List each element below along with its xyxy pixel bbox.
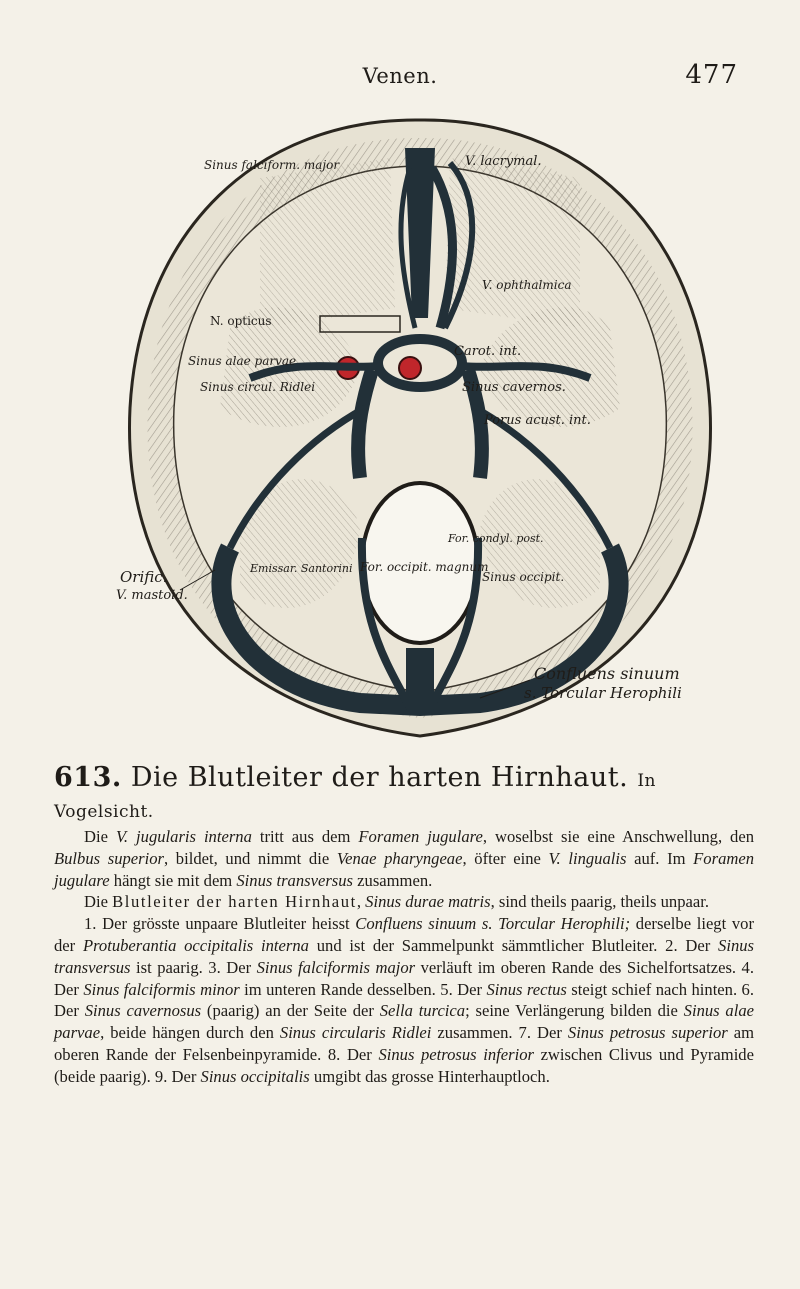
t: 1. Der grösste unpaare Blutleiter heisst <box>84 914 356 934</box>
t: umgibt das grosse Hinterhauptloch. <box>309 1066 550 1086</box>
term: Bulbus superior <box>54 848 164 868</box>
t: , woselbst sie eine Anschwellung, den <box>482 827 755 846</box>
term: Sinus rectus <box>486 979 567 999</box>
term: Sinus petrosus inferior <box>378 1044 534 1064</box>
t: am oberen Rande der Felsenbeinpyramide. 8. Der <box>54 1023 755 1064</box>
term: Sella turcica <box>379 1001 466 1021</box>
t: , öfter eine <box>462 848 549 868</box>
label-sinus-falciformis-major: Sinus falciform. major <box>204 158 340 172</box>
term: Sinus petrosus superior <box>567 1023 728 1043</box>
label-orificium: Orific. <box>120 568 168 586</box>
paragraph-2 <box>54 891 754 913</box>
t: zusammen. <box>353 870 433 890</box>
carotis-interna-right <box>399 357 421 379</box>
label-v-ophthalmica: V. ophthalmica <box>482 278 572 292</box>
anterior-fossa-left <box>260 158 395 328</box>
label-foramen-condyl: For. condyl. post. <box>448 532 544 545</box>
label-sinus-circularis: Sinus circul. Ridlei <box>200 380 316 394</box>
spaced-term: Blutleiter der harten Hirnhaut <box>112 892 357 912</box>
label-porus-acusticus: Porus acust. int. <box>484 413 591 428</box>
label-torcular-herophili: s. Torcular Herophili <box>524 684 682 702</box>
body-text <box>54 826 754 1088</box>
t: , bildet, und nimmt die <box>164 848 337 868</box>
t: tritt aus dem <box>251 827 359 846</box>
term: V. lingualis <box>548 848 627 868</box>
t: und ist der Sammelpunkt sämmtlicher Blutleiter. 2. Der <box>308 935 719 955</box>
skull-base-drawing <box>110 108 730 748</box>
term: Sinus transversus <box>54 935 754 977</box>
t: (paarig) an der Seite der <box>201 1001 380 1021</box>
label-sinus-occipitalis: Sinus occipit. <box>482 570 565 584</box>
term: Confluens sinuum s. Torcular Herophili; <box>355 914 631 934</box>
t: auf. Im <box>626 848 694 868</box>
term: Sinus cavernosus <box>84 1001 202 1021</box>
t: Die <box>84 827 116 846</box>
label-sinus-alae-parvae: Sinus alae parvae <box>188 354 297 368</box>
figure-subtitle: In Vogelsicht. <box>54 771 656 822</box>
term: Foramen jugulare <box>54 848 755 890</box>
page-number: 477 <box>685 60 738 90</box>
running-title: Venen. <box>362 64 438 88</box>
term: Sinus falciformis major <box>256 957 416 977</box>
label-confluens-sinuum: Confluens sinuum <box>534 664 680 683</box>
label-v-mastoidea: V. mastoid. <box>116 588 188 603</box>
t: zwischen Clivus und Pyramide (beide paarig). 9. Der <box>54 1044 754 1086</box>
term: Sinus falciformis minor <box>83 979 240 999</box>
paragraph-3 <box>54 913 754 1087</box>
term: Protuberantia occipitalis interna <box>82 935 309 955</box>
t: derselbe liegt vor der <box>54 914 754 955</box>
term: Sinus occipitalis <box>200 1066 310 1086</box>
label-sinus-cavernosus: Sinus cavernos. <box>462 380 566 395</box>
label-emissar-santorini: Emissar. Santorini <box>250 562 353 575</box>
term: Sinus alae parvae <box>54 1001 754 1043</box>
label-n-opticus: N. opticus <box>210 314 272 328</box>
skull-base-illustration <box>110 108 730 748</box>
label-foramen-magnum: For. occipit. magnum <box>360 560 489 574</box>
figure-number: 613. <box>54 762 122 793</box>
paragraph-1 <box>54 826 754 891</box>
t: ; seine Verlängerung bilden die <box>465 1001 684 1021</box>
term: Sinus circularis Ridlei <box>279 1023 432 1043</box>
t: hängt sie mit dem <box>109 870 237 890</box>
term: Sinus durae matris <box>365 892 491 912</box>
t: , sind theils paarig, theils unpaar. <box>490 892 710 912</box>
t: , <box>356 892 366 912</box>
confluens-sinuum <box>406 648 434 708</box>
term: Sinus transversus <box>236 870 354 890</box>
term: Foramen jugulare <box>358 827 483 846</box>
t: , beide hängen durch den <box>100 1023 280 1043</box>
t: zusammen. 7. Der <box>431 1023 568 1043</box>
figure-title: Die Blutleiter der harten Hirnhaut. <box>130 762 629 793</box>
t: steigt schief nach hinten. 6. Der <box>54 979 755 1021</box>
figure-caption <box>54 762 754 824</box>
t: im unteren Rande desselben. 5. Der <box>239 979 487 999</box>
t: verläuft im oberen Rande des Sichelfortsatzes. 4. Der <box>54 957 754 999</box>
label-carot-int: Carot. int. <box>454 344 522 359</box>
t: Die <box>84 892 113 912</box>
t: ist paarig. 3. Der <box>130 957 257 977</box>
label-v-lacrymal: V. lacrymal. <box>465 154 542 169</box>
term: Venae pharyngeae <box>336 848 463 868</box>
term: V. jugularis interna <box>115 827 252 846</box>
